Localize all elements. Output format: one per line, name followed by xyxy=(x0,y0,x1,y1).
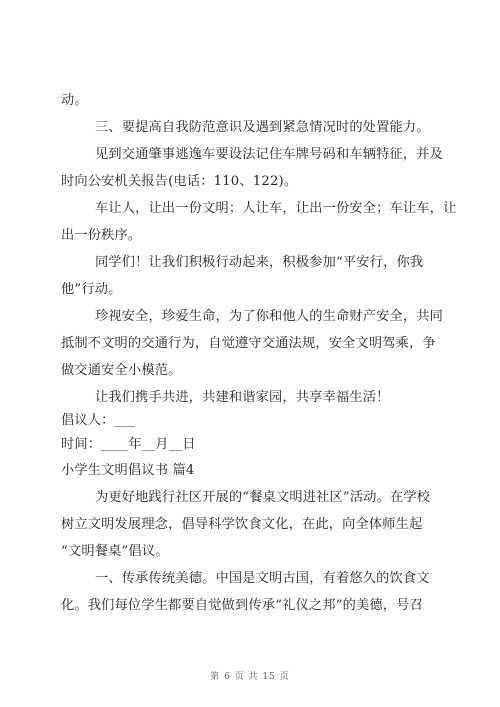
body-line-4: 时向公安机关报告(电话：110、122)。 xyxy=(61,174,298,189)
body-line-12: 让我们携手共进，共建和谐家园，共享幸福生活！ xyxy=(95,390,390,405)
body-line-17: 树立文明发展理念，倡导科学饮食文化，在此，向全体师生起 xyxy=(61,517,423,532)
body-line-1: 动。 xyxy=(61,93,88,108)
date-line: 时间：____年__月__日 xyxy=(61,437,196,452)
body-line-20: 化。我们每位学生都要自觉做到传承“礼仪之邦”的美德，号召 xyxy=(61,598,423,613)
page-number-footer: 第 6 页 共 15 页 xyxy=(210,672,290,682)
body-line-11: 做交通安全小模范。 xyxy=(61,363,182,378)
body-line-7: 同学们！让我们积极行动起来，积极参加“平安行，你我 xyxy=(95,255,424,270)
body-line-8: 他”行动。 xyxy=(61,282,122,297)
body-line-19: 一、传承传统美德。中国是文明古国，有着悠久的饮食文 xyxy=(95,571,430,586)
body-line-6: 出一份秩序。 xyxy=(61,228,142,243)
body-line-3: 见到交通肇事逃逸车要设法记住车牌号码和车辆特征，并及 xyxy=(95,147,444,162)
body-line-2: 三、要提高自我防范意识及遇到紧急情况时的处置能力。 xyxy=(95,120,430,135)
body-line-10: 抵制不文明的交通行为，自觉遵守交通法规，安全文明驾乘，争 xyxy=(61,336,436,351)
signatory-line: 倡议人：___ xyxy=(61,413,135,428)
body-line-16: 为更好地践行社区开展的“餐桌文明进社区”活动。在学校 xyxy=(95,490,431,505)
section-heading: 小学生文明倡议书 篇4 xyxy=(61,463,195,478)
body-line-18: “文明餐桌”倡议。 xyxy=(61,544,169,559)
body-line-9: 珍视安全，珍爱生命，为了你和他人的生命财产安全，共同 xyxy=(95,309,444,324)
body-line-5: 车让人，让出一份文明；人让车，让出一份安全；车让车，让 xyxy=(95,201,457,216)
